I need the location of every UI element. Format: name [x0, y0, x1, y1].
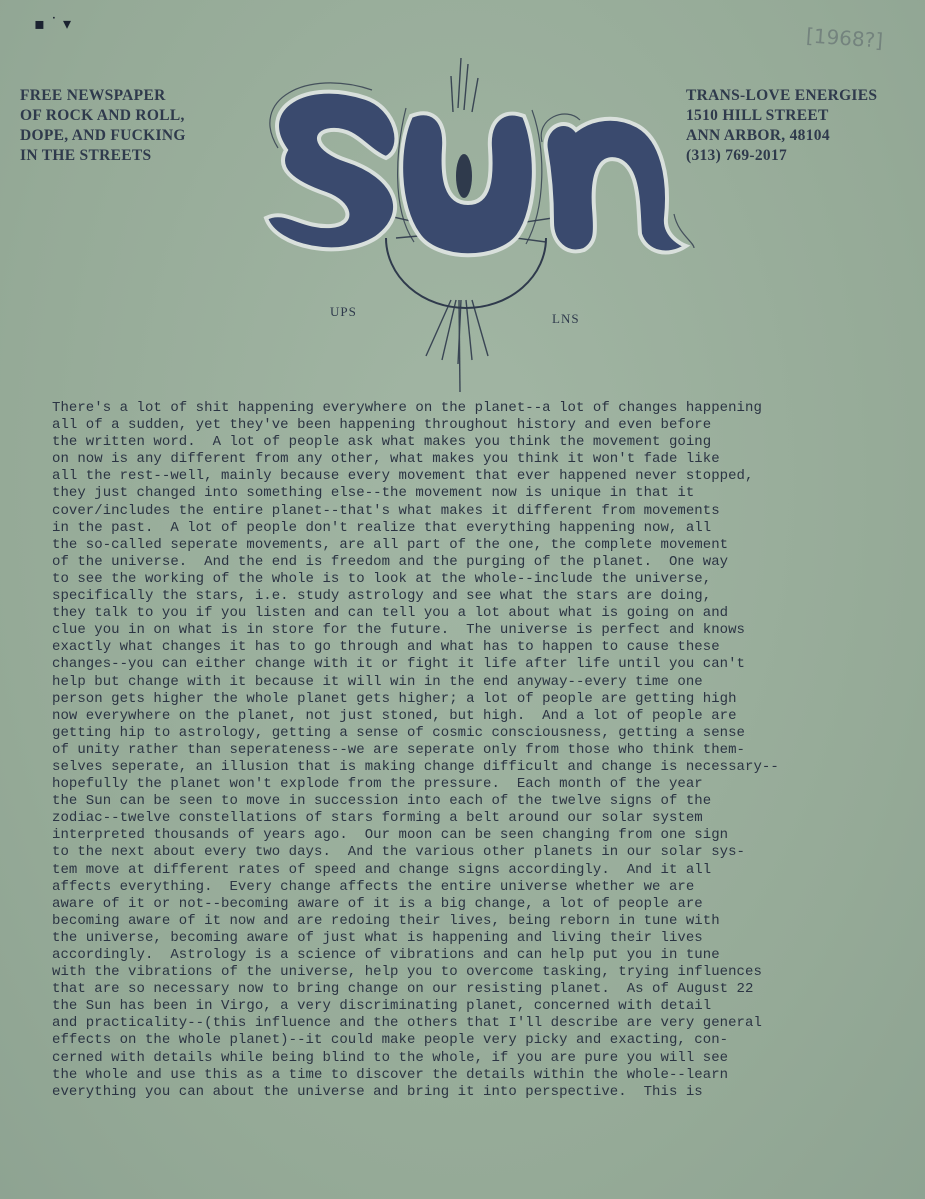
article-line: the whole and use this as a time to discover the details within the whole--learn: [52, 1066, 729, 1083]
article-line: now everywhere on the planet, not just stoned, but high. And a lot of people are: [52, 707, 737, 724]
ups-label: UPS: [330, 304, 357, 319]
lns-label: LNS: [552, 311, 580, 326]
masthead-address: [686, 86, 877, 166]
article-line: affects everything. Every change affects the entire universe whether we are: [52, 878, 695, 895]
tagline-line: OF ROCK AND ROLL,: [20, 107, 185, 124]
article-line: on now is any different from any other, what makes you think it won't fade like: [52, 451, 720, 468]
sun-center-mark: [456, 154, 472, 198]
article-line: interpreted thousands of years ago. Our moon can be seen changing from one sign: [52, 827, 729, 844]
article-line: the so-called seperate movements, are all part of the one, the complete movement: [52, 536, 729, 553]
tagline-line: FREE NEWSPAPER: [20, 87, 166, 104]
pencil-annotation: [1968?]: [805, 23, 884, 53]
article-line: of unity rather than seperateness--we are seperate only from those who think them-: [52, 741, 746, 758]
sun-lettering: [266, 92, 686, 256]
article-line: zodiac--twelve constellations of stars forming a belt around our solar system: [52, 810, 703, 827]
address-line: TRANS-LOVE ENERGIES: [686, 87, 878, 104]
corner-ink-mark: ▪ ˙ ▾: [34, 14, 72, 33]
sun-logo: [246, 38, 696, 398]
address-line: (313) 769-2017: [686, 147, 788, 164]
article-line: selves seperate, an illusion that is making change difficult and change is necessary--: [52, 758, 779, 775]
article-line: they talk to you if you listen and can tell you a lot about what is going on and: [52, 605, 729, 622]
masthead-tagline: [20, 86, 186, 166]
article-line: all of a sudden, yet they've been happening throughout history and even before: [52, 417, 712, 434]
address-line: ANN ARBOR, 48104: [686, 127, 830, 144]
article-line: getting hip to astrology, getting a sense of cosmic consciousness, getting a sense: [52, 724, 746, 741]
tagline-line: DOPE, AND FUCKING: [20, 127, 186, 144]
article-line: of the universe. And the end is freedom and the purging of the planet. One way: [52, 553, 729, 570]
article-line: everything you can about the universe and bring it into perspective. This is: [52, 1083, 703, 1100]
article-line: accordingly. Astrology is a science of vibrations and can help put you in tune: [52, 947, 720, 963]
article-line: hopefully the planet won't explode from the pressure. Each month of the year: [52, 776, 703, 793]
article-line: the Sun can be seen to move in succession into each of the twelve signs of the: [52, 793, 712, 810]
article-line: the Sun has been in Virgo, a very discriminating planet, concerned with detail: [52, 998, 712, 1015]
article-line: There's a lot of shit happening everywhere on the planet--a lot of changes happening: [52, 400, 762, 416]
article-line: exactly what changes it has to go through and what has to happen to cause these: [52, 639, 720, 656]
article-line: help but change with it because it will win in the end anyway--every time one: [52, 673, 703, 690]
article-line: person gets higher the whole planet gets higher; a lot of people are getting high: [52, 690, 737, 707]
article-line: tem move at different rates of speed and change signs accordingly. And it all: [52, 861, 712, 878]
article-line: specifically the stars, i.e. study astrology and see what the stars are doing,: [52, 588, 712, 605]
article-line: all the rest--well, mainly because every movement that ever happened never stopped,: [52, 468, 754, 485]
article-line: becoming aware of it now and are redoing their lives, being reborn in tune with: [52, 912, 720, 929]
tagline-line: IN THE STREETS: [20, 147, 152, 164]
article-line: in the past. A lot of people don't realize that everything happening now, all: [52, 519, 712, 536]
sun-logo-graphic: [246, 38, 696, 398]
article-line: to see the working of the whole is to look at the whole--include the universe,: [52, 570, 712, 587]
article-line: changes--you can either change with it or fight it life after life until you can't: [52, 656, 746, 673]
article-line: the written word. A lot of people ask what makes you think the movement going: [52, 434, 712, 451]
article-line: with the vibrations of the universe, help you to overcome tasking, trying influences: [52, 964, 762, 981]
article-line: effects on the whole planet)--it could make people very picky and exacting, con-: [52, 1032, 729, 1049]
article-line: that are so necessary now to bring change on our resisting planet. As of August 22: [52, 981, 754, 998]
article-line: cover/includes the entire planet--that's what makes it different from movements: [52, 502, 720, 519]
article-line: to the next about every two days. And the various other planets in our solar sys-: [52, 844, 746, 861]
article-line: aware of it or not--becoming aware of it is a big change, a lot of people are: [52, 895, 703, 912]
article-body: [52, 400, 912, 1101]
article-line: they just changed into something else--the movement now is unique in that it: [52, 485, 695, 502]
article-line: clue you in on what is in store for the future. The universe is perfect and knows: [52, 622, 746, 639]
article-line: cerned with details while being blind to the whole, if you are pure you will see: [52, 1049, 729, 1066]
article-line: the universe, becoming aware of just what is happening and living their lives: [52, 929, 703, 946]
article-line: and practicality--(this influence and the others that I'll describe are very general: [52, 1015, 762, 1032]
address-line: 1510 HILL STREET: [686, 107, 829, 124]
